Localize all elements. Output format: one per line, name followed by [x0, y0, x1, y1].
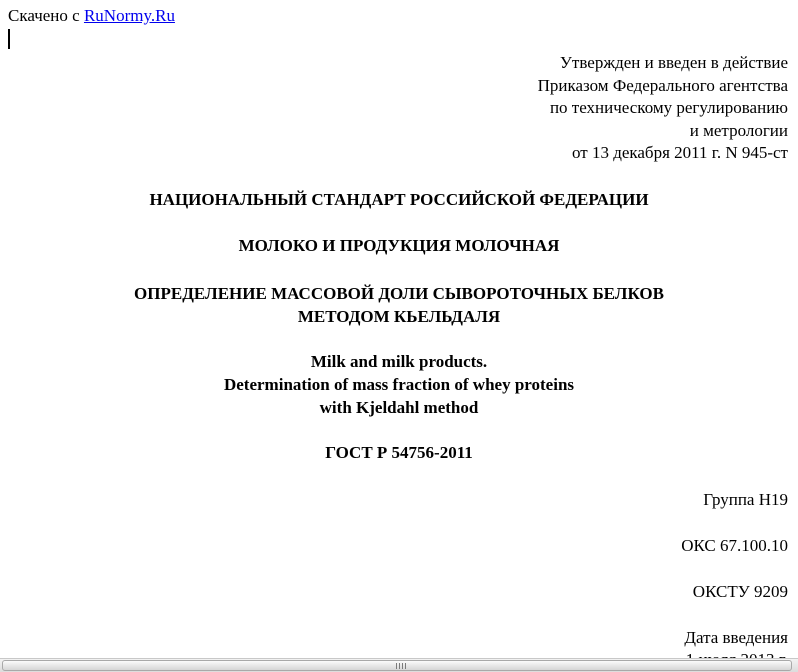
oks-code: ОКС 67.100.10: [681, 536, 788, 555]
subject-heading: МОЛОКО И ПРОДУКЦИЯ МОЛОЧНАЯ: [238, 236, 560, 255]
intro-date-label: Дата введения: [684, 628, 788, 647]
title-ru: [0, 282, 798, 328]
approval-line: и метрологии: [689, 120, 788, 140]
title-ru-line: МЕТОДОМ КЬЕЛЬДАЛЯ: [297, 307, 501, 326]
approval-block: [538, 52, 788, 165]
standard-type-heading: НАЦИОНАЛЬНЫЙ СТАНДАРТ РОССИЙСКОЙ ФЕДЕРАЦИИ: [149, 190, 649, 209]
source-line: [8, 6, 175, 26]
title-en-line: Milk and milk products.: [310, 352, 488, 371]
title-en-line: with Kjeldahl method: [319, 398, 479, 417]
title-en-line: Determination of mass fraction of whey proteins: [223, 375, 575, 394]
source-link[interactable]: RuNormy.Ru: [83, 6, 175, 25]
source-prefix: Скачено с: [8, 6, 84, 25]
scrollbar-thumb[interactable]: [2, 660, 792, 671]
okstu-code: ОКСТУ 9209: [692, 582, 788, 601]
grip-icon: [396, 663, 406, 669]
title-en: [0, 350, 798, 419]
group-code: Группа Н19: [703, 490, 788, 509]
text-cursor: [8, 29, 10, 49]
approval-line: от 13 декабря 2011 г. N 945-ст: [571, 143, 788, 162]
standard-code: ГОСТ Р 54756-2011: [325, 443, 473, 462]
title-ru-line: ОПРЕДЕЛЕНИЕ МАССОВОЙ ДОЛИ СЫВОРОТОЧНЫХ БЕЛКОВ: [134, 284, 664, 303]
horizontal-scrollbar[interactable]: [0, 658, 798, 672]
approval-line: по техническому регулированию: [549, 98, 788, 117]
approval-line: Приказом Федерального агентства: [537, 75, 788, 95]
approval-line: Утвержден и введен в действие: [559, 53, 788, 72]
